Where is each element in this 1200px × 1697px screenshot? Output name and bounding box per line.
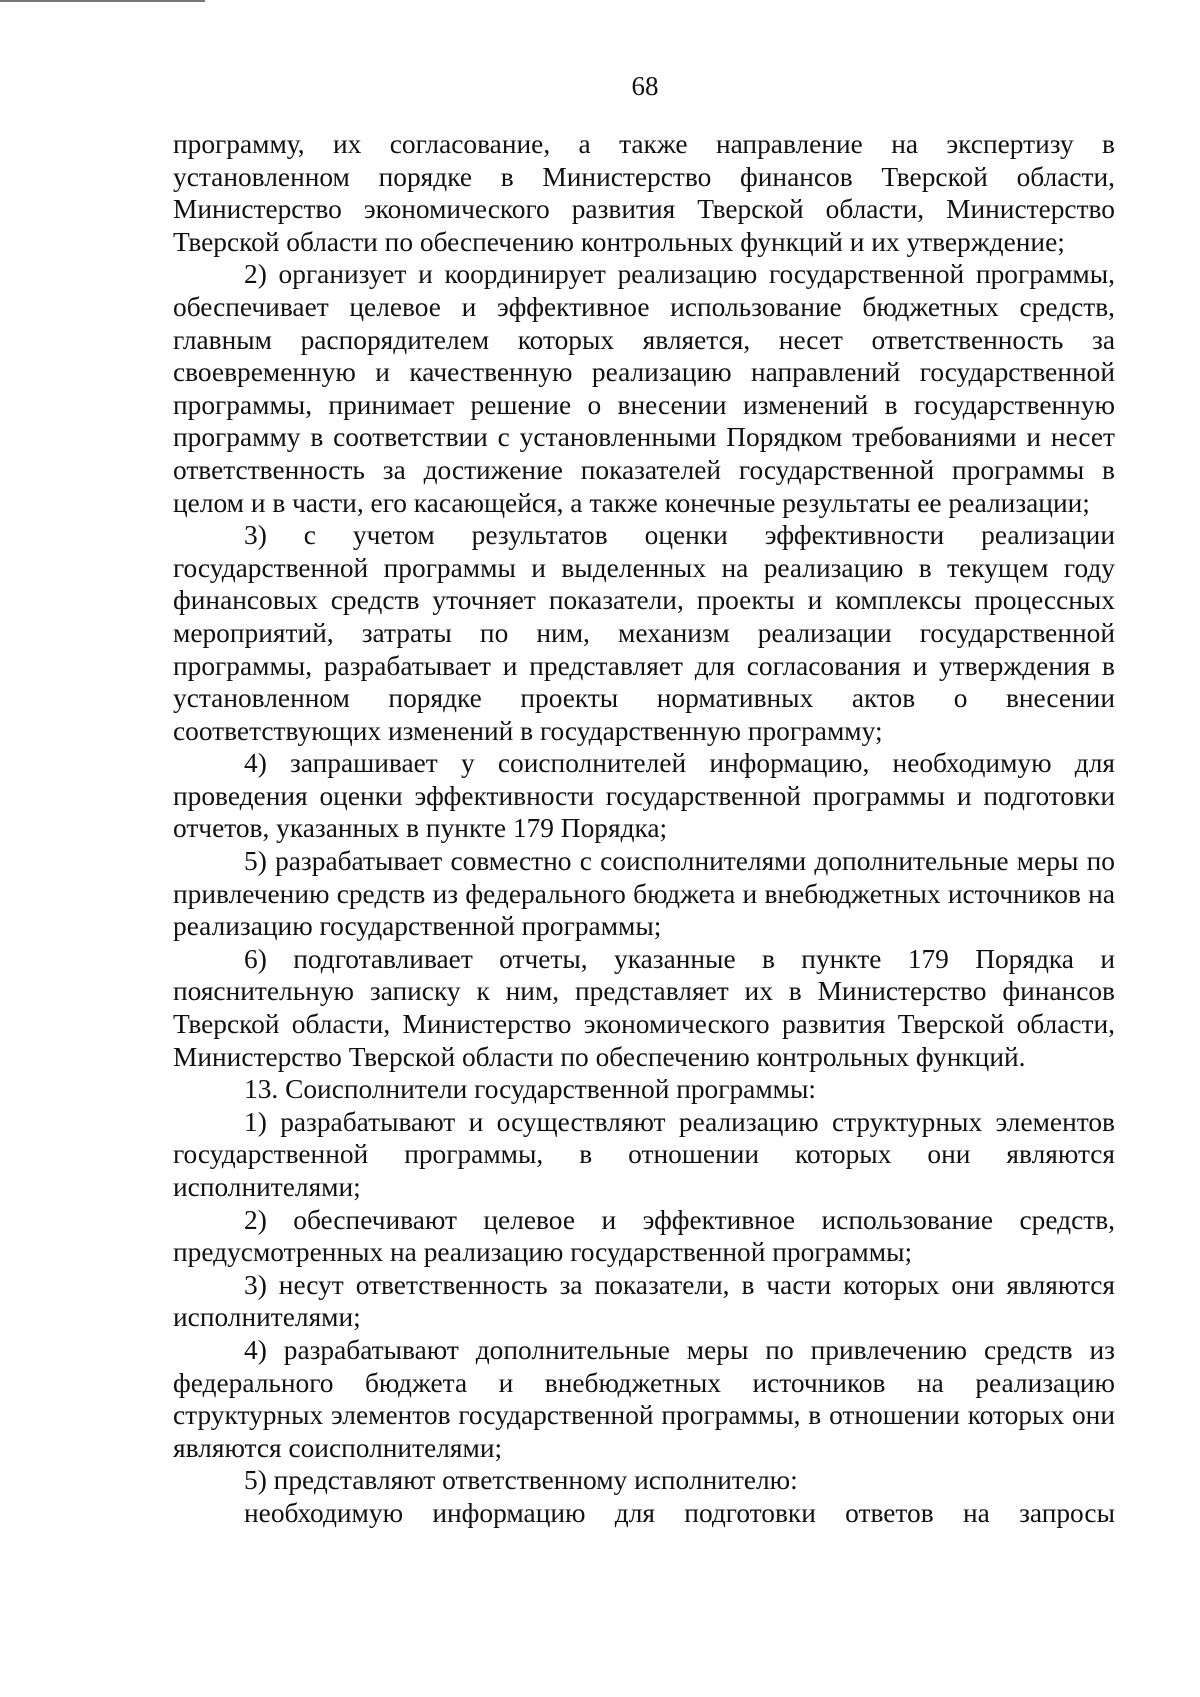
document-body <box>173 128 1115 1530</box>
paragraph-continuation: программу, их согласование, а также направление на экспертизу в установленном порядке в Министерство финансов Тверской области, Министерство экономического развития Тверской области, Министерство Тверской области по обеспечению контрольных функций и их утверждение; <box>173 129 1115 257</box>
paragraph-item-3: 3) с учетом результатов оценки эффективности реализации государственной программы и выделенных на реализацию в текущем году финансовых средств уточняет показатели, проекты и комплексы процессных мероприятий, затраты по ним, механизм реализации государственной программы, разрабатывает и представляет для согласования и утверждения в установленном порядке проекты нормативных актов о внесении соответствующих изменений в государственную программу; <box>173 520 1115 746</box>
scan-edge-line <box>0 0 205 2</box>
paragraph-item-5: 5) разрабатывает совместно с соисполнителями дополнительные меры по привлечению средств из федерального бюджета и внебюджетных источников на реализацию государственной программы; <box>173 846 1115 942</box>
paragraph-item-2: 2) организует и координирует реализацию государственной программы, обеспечивает целевое и эффективное использование бюджетных средств, главным распорядителем которых является, несет ответственность за своевременную и качественную реализацию направлений государственной программы, принимает решение о внесении изменений в государственную программу в соответствии с установленными Порядком требованиями и несет ответственность за достижение показателей государственной программы в целом и в части, его касающейся, а также конечные результаты ее реализации; <box>173 259 1115 518</box>
page-number: 68 <box>631 71 659 101</box>
paragraph-13-item-3: 3) несут ответственность за показатели, в части которых они являются исполнителями; <box>173 1269 1115 1333</box>
paragraph-item-6: 6) подготавливает отчеты, указанные в пункте 179 Порядка и пояснительную записку к ним, представляет их в Министерство финансов Тверской области, Министерство экономического развития Тверской области, Министерство Тверской области по обеспечению контрольных функций. <box>173 943 1115 1072</box>
paragraph-13-item-5-continuation: необходимую информацию для подготовки ответов на запросы <box>244 1497 1115 1528</box>
paragraph-13-item-4: 4) разрабатывают дополнительные меры по привлечению средств из федерального бюджета и внебюджетных источников на реализацию структурных элементов государственной программы, в отношении которых они являются соисполнителями; <box>173 1334 1115 1463</box>
paragraph-13-item-1: 1) разрабатывают и осуществляют реализацию структурных элементов государственной программы, в отношении которых они являются исполнителями; <box>173 1106 1115 1202</box>
paragraph-13-item-2: 2) обеспечивают целевое и эффективное использование средств, предусмотренных на реализацию государственной программы; <box>173 1204 1115 1268</box>
paragraph-item-4: 4) запрашивает у соисполнителей информацию, необходимую для проведения оценки эффективности государственной программы и подготовки отчетов, указанных в пункте 179 Порядка; <box>173 748 1115 844</box>
section-13-heading: 13. Соисполнители государственной программы: <box>244 1074 817 1105</box>
paragraph-13-item-5: 5) представляют ответственному исполнителю: <box>244 1465 798 1496</box>
